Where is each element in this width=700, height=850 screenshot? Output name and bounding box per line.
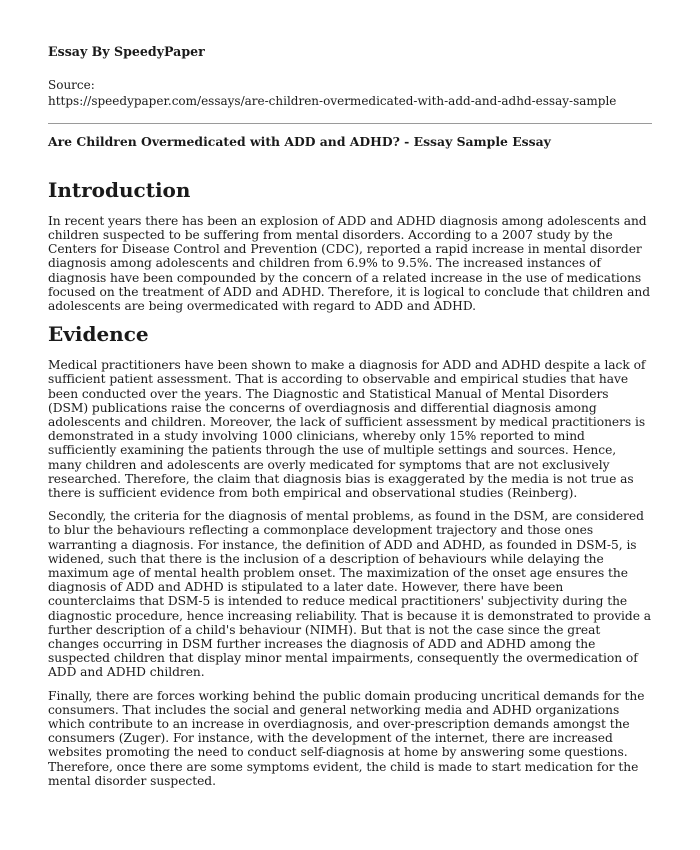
paragraph: Finally, there are forces working behind the public domain producing uncritical demands for the consumers. That includes the social and general networking media and ADHD organizations which contribute to an increase in overdiagnosis, and over-prescription demands amongst the consumers (Zuger). For instance, with the development of the internet, there are increased websites promoting the need to conduct self-diagnosis at home by answering some questions. Therefore, once there are some symptoms evident, the child is made to start medication for the mental disorder suspected. [48,688,645,788]
site-title: Essay By SpeedyPaper [48,44,205,59]
paragraph: In recent years there has been an explosion of ADD and ADHD diagnosis among adolescents and children suspected to be suffering from mental disorders. According to a 2007 study by the Centers for Disease Control and Prevention (CDC), reported a rapid increase in mental disorder diagnosis among adolescents and children from 6.9% to 9.5%. The increased instances of diagnosis have been compounded by the concern of a related increase in the use of medications focused on the treatment of ADD and ADHD. Therefore, it is logical to conclude that children and adolescents are being overmedicated with regard to ADD and ADHD. [48,213,651,313]
header-divider [48,123,652,124]
source-url: https://speedypaper.com/essays/are-children-overmedicated-with-add-and-adhd-essay-sample [48,93,617,108]
source-label: Source: [48,77,95,92]
essay-title: Are Children Overmedicated with ADD and ADHD? - Essay Sample Essay [48,133,551,149]
section-heading-introduction: Introduction [48,177,191,202]
section-introduction [48,178,652,313]
section-evidence [48,322,652,788]
source-block [48,77,652,109]
paragraph: Medical practitioners have been shown to make a diagnosis for ADD and ADHD despite a lack of sufficient patient assessment. That is according to observable and empirical studies that have been conducted over the years. The Diagnostic and Statistical Manual of Mental Disorders (DSM) publications raise the concerns of overdiagnosis and differential diagnosis among adolescents and children. Moreover, the lack of sufficient assessment by medical practitioners is demonstrated in a study involving 1000 clinicians, whereby only 15% reported to mind sufficiently examining the patients through the use of multiple settings and sources. Hence, many children and adolescents are overly medicated for symptoms that are not exclusively researched. Therefore, the claim that diagnosis bias is exaggerated by the media is not true as there is sufficient evidence from both empirical and observational studies (Reinberg). [48,358,646,500]
section-heading-evidence: Evidence [48,322,149,347]
paragraph: Secondly, the criteria for the diagnosis of mental problems, as found in the DSM, are considered to blur the behaviours reflecting a commonplace development trajectory and those ones warranting a diagnosis. For instance, the definition of ADD and ADHD, as founded in DSM-5, is widened, such that there is the inclusion of a description of behaviours while delaying the maximum age of mental health problem onset. The maximization of the onset age ensures the diagnosis of ADD and ADHD is stipulated to a later date. However, there have been counterclaims that DSM-5 is intended to reduce medical practitioners' subjectivity during the diagnostic procedure, hence increasing reliability. That is because it is demonstrated to provide a further description of a child's behaviour (NIMH). But that is not the case since the great changes occurring in DSM further increases the diagnosis of ADD and ADHD among the suspected children that display minor mental impairments, consequently the overmedication of ADD and ADHD children. [48,509,652,680]
